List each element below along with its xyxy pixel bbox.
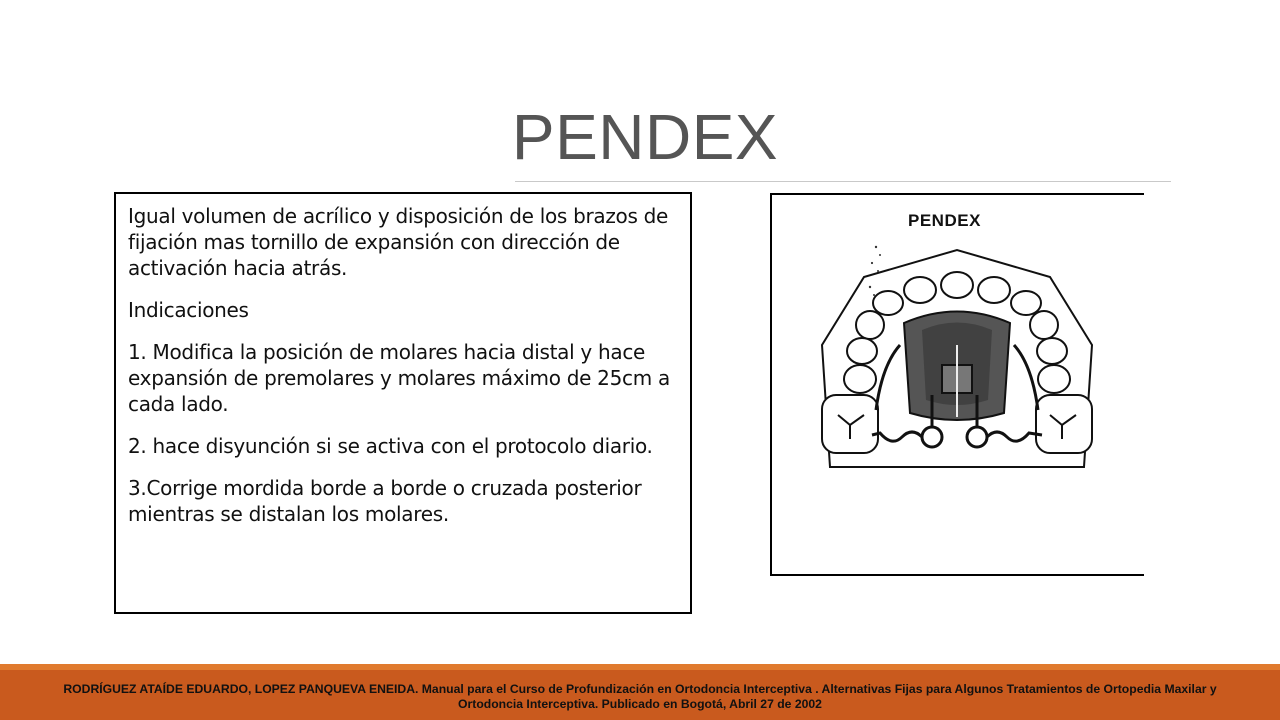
figure-label: PENDEX bbox=[908, 211, 981, 230]
pendex-appliance-drawing bbox=[772, 195, 1144, 576]
citation-text: RODRÍGUEZ ATAÍDE EDUARDO, LOPEZ PANQUEVA ENEIDA. Manual para el Curso de Profundización en Ortodoncia Interceptiva . Alternativas Fijas para Algunos Tratamientos de Ortopedia Maxilar y Ortodoncia Interceptiva. Publicado en Bogotá, Abril 27 de 2002 bbox=[63, 682, 1217, 711]
description-paragraph: Igual volumen de acrílico y disposición de los brazos de fijación mas tornillo de expansión con dirección de activación hacia atrás. bbox=[128, 204, 669, 280]
indication-item-3: 3.Corrige mordida borde a borde o cruzada posterior mientras se distalan los molares. bbox=[128, 476, 642, 526]
content-textbox bbox=[114, 192, 692, 614]
title-divider bbox=[515, 181, 1171, 182]
indication-item-2: 2. hace disyunción si se activa con el protocolo diario. bbox=[128, 434, 653, 458]
indications-heading: Indicaciones bbox=[128, 298, 249, 322]
slide-title: PENDEX bbox=[511, 101, 779, 173]
pendex-figure bbox=[770, 193, 1144, 576]
indication-item-1: 1. Modifica la posición de molares hacia distal y hace expansión de premolares y molares máximo de 25cm a cada lado. bbox=[128, 340, 670, 416]
